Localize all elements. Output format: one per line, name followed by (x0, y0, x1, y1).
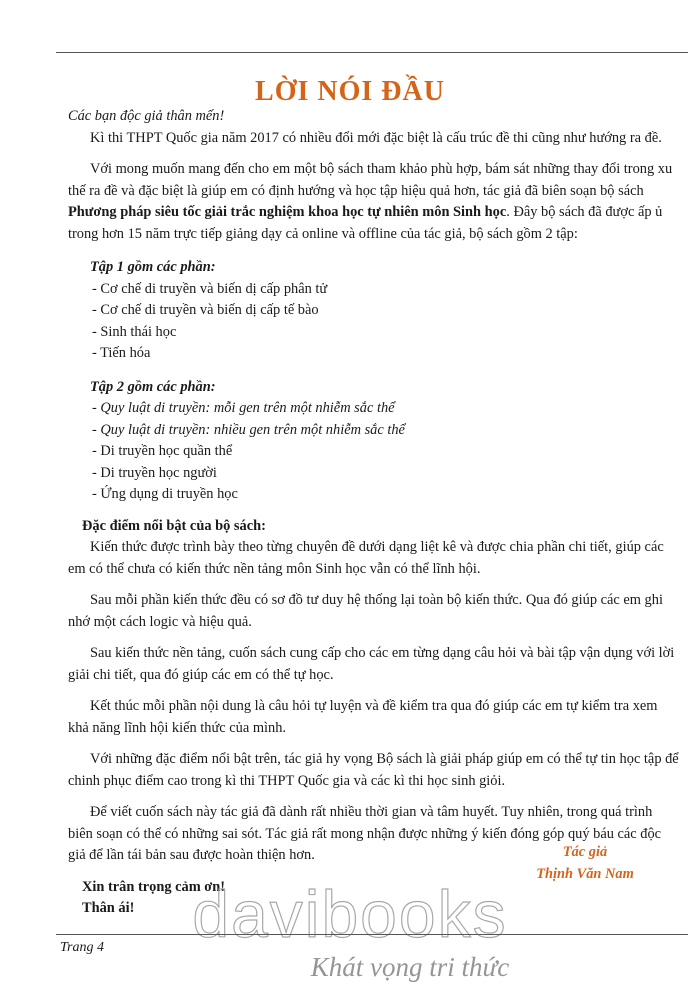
list-item: - Di truyền học quần thể (92, 441, 680, 463)
watermark-brand: davibooks (192, 877, 508, 951)
volume2-heading: Tập 2 gồm các phần: (90, 378, 216, 395)
greeting: Các bạn độc giả thân mến! (68, 108, 225, 124)
feature-paragraph: Sau mỗi phần kiến thức đều có sơ đồ tư duy hệ thống lại toàn bộ kiến thức. Qua đó giúp các em ghi nhớ một cách logic và hiệu quả. (68, 592, 663, 630)
purpose-paragraph (68, 159, 680, 245)
list-item: - Ứng dụng di truyền học (92, 484, 680, 506)
regards-line: Thân ái! (82, 900, 135, 916)
feature-paragraph: Kiến thức được trình bày theo từng chuyên đề dưới dạng liệt kê và được chia phần chi tiết, giúp các em có thể chưa có kiến thức nền tảng môn Sinh học vẫn có thể lĩnh hội. (68, 539, 664, 577)
feature-paragraph: Sau kiến thức nền tảng, cuốn sách cung cấp cho các em từng dạng câu hỏi và bài tập vận dụng với lời giải chi tiết, qua đó giúp các em có thể tự học. (68, 645, 675, 683)
intro-paragraph: Kì thi THPT Quốc gia năm 2017 có nhiều đổi mới đặc biệt là cấu trúc đề thi cũng như hướng ra đề. (90, 129, 662, 146)
list-item: - Di truyền học người (92, 463, 680, 485)
book-title: Phương pháp siêu tốc giải trắc nghiệm khoa học tự nhiên môn Sinh học (68, 204, 507, 220)
thanks-line: Xin trân trọng cảm ơn! (82, 878, 226, 895)
list-item: - Quy luật di truyền: mỗi gen trên một nhiễm sắc thể (92, 398, 680, 420)
purpose-text-end: . Đây bộ sách đã được ấp ủ trong hơn 15 năm trực tiếp giảng dạy cả online và offline của tác giả, bộ sách gồm 2 tập: (68, 204, 663, 242)
closing-paragraph: Để viết cuốn sách này tác giả đã dành rất nhiều thời gian và tâm huyết. Tuy nhiên, trong quá trình biên soạn có thể có những sai sót. Tác giả rất mong nhận được những ý kiến đóng góp quý báu các độc giả để lần tái bản sau được hoàn thiện hơn. (68, 804, 662, 863)
volume1-heading: Tập 1 gồm các phần: (90, 259, 216, 275)
list-item: - Tiến hóa (92, 343, 680, 365)
list-item: - Sinh thái học (92, 322, 680, 344)
volume1-list (68, 279, 680, 365)
author-name: Thịnh Văn Nam (536, 866, 634, 882)
watermark-slogan: Khát vọng tri thức (310, 952, 510, 982)
header-rule (56, 52, 688, 53)
volume2-list (68, 398, 680, 506)
footer-rule (56, 934, 688, 935)
list-item: - Quy luật di truyền: nhiều gen trên một nhiễm sắc thể (92, 420, 680, 442)
closing-paragraph: Với những đặc điểm nổi bật trên, tác giả hy vọng Bộ sách là giải pháp giúp em có thể tự tin học tập để chinh phục điểm cao trong kì thi THPT Quốc gia và các kì thi học sinh giỏi. (68, 751, 679, 789)
features-heading: Đặc điểm nổi bật của bộ sách: (82, 517, 266, 534)
purpose-text-start: Với mong muốn mang đến cho em một bộ sách tham khảo phù hợp, bám sát những thay đổi trong xu thế ra đề và đặc biệt là giúp em có định hướng và học tập hiệu quả hơn, tác giả đã biên soạn bộ sách (68, 161, 673, 199)
page-number: Trang 4 (60, 940, 104, 955)
list-item: - Cơ chế di truyền và biến dị cấp tế bào (92, 300, 680, 322)
author-role: Tác giả (562, 844, 608, 860)
feature-paragraph: Kết thúc mỗi phần nội dung là câu hỏi tự luyện và đề kiểm tra qua đó giúp các em tự kiểm tra xem khả năng lĩnh hội kiến thức của mình. (68, 698, 658, 736)
preface-body (68, 106, 680, 920)
list-item: - Cơ chế di truyền và biến dị cấp phân tử (92, 279, 680, 301)
page-title: LỜI NÓI ĐẦU (255, 76, 445, 107)
